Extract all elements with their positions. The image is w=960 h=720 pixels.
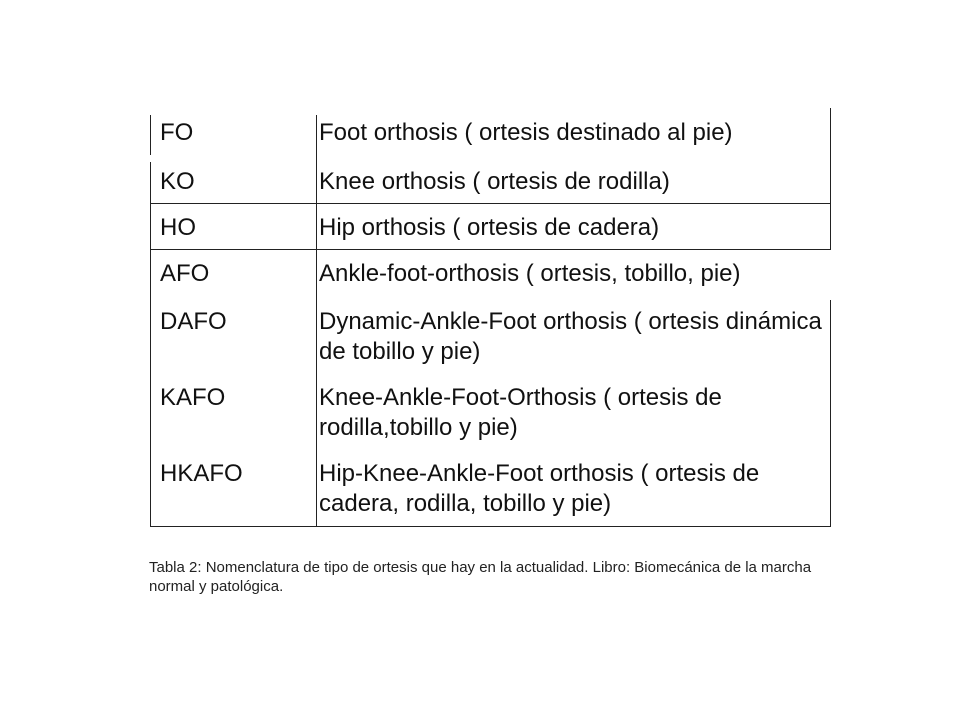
- description-cell: Foot orthosis ( ortesis destinado al pie): [319, 119, 733, 146]
- abbreviation-cell: HKAFO: [160, 460, 243, 487]
- abbreviation-cell: FO: [160, 119, 194, 146]
- table-caption: Tabla 2: Nomenclatura de tipo de ortesis que hay en la actualidad. Libro: Biomecánica de la marcha normal y patológica.: [149, 559, 812, 595]
- table-border-right: [830, 108, 831, 250]
- table-border-right: [830, 300, 831, 527]
- description-cell: Knee orthosis ( ortesis de rodilla): [319, 168, 670, 195]
- description-cell: Dynamic-Ankle-Foot orthosis ( ortesis dinámica de tobillo y pie): [319, 308, 822, 365]
- abbreviation-cell: HO: [160, 214, 196, 241]
- row-divider: [150, 249, 831, 250]
- row-divider: [150, 203, 831, 204]
- column-divider: [316, 115, 317, 527]
- description-cell: Ankle-foot-orthosis ( ortesis, tobillo, pie): [319, 260, 741, 287]
- description-cell: Hip-Knee-Ankle-Foot orthosis ( ortesis de cadera, rodilla, tobillo y pie): [319, 460, 760, 517]
- abbreviation-cell: KAFO: [160, 384, 226, 411]
- table-border-left: [150, 115, 151, 155]
- abbreviation-cell: KO: [160, 168, 195, 195]
- table-border-bottom: [150, 526, 831, 527]
- abbreviation-cell: AFO: [160, 260, 210, 287]
- abbreviation-cell: DAFO: [160, 308, 227, 335]
- description-cell: Knee-Ankle-Foot-Orthosis ( ortesis de rodilla,tobillo y pie): [319, 384, 722, 441]
- table-border-left: [150, 162, 151, 527]
- description-cell: Hip orthosis ( ortesis de cadera): [319, 214, 660, 241]
